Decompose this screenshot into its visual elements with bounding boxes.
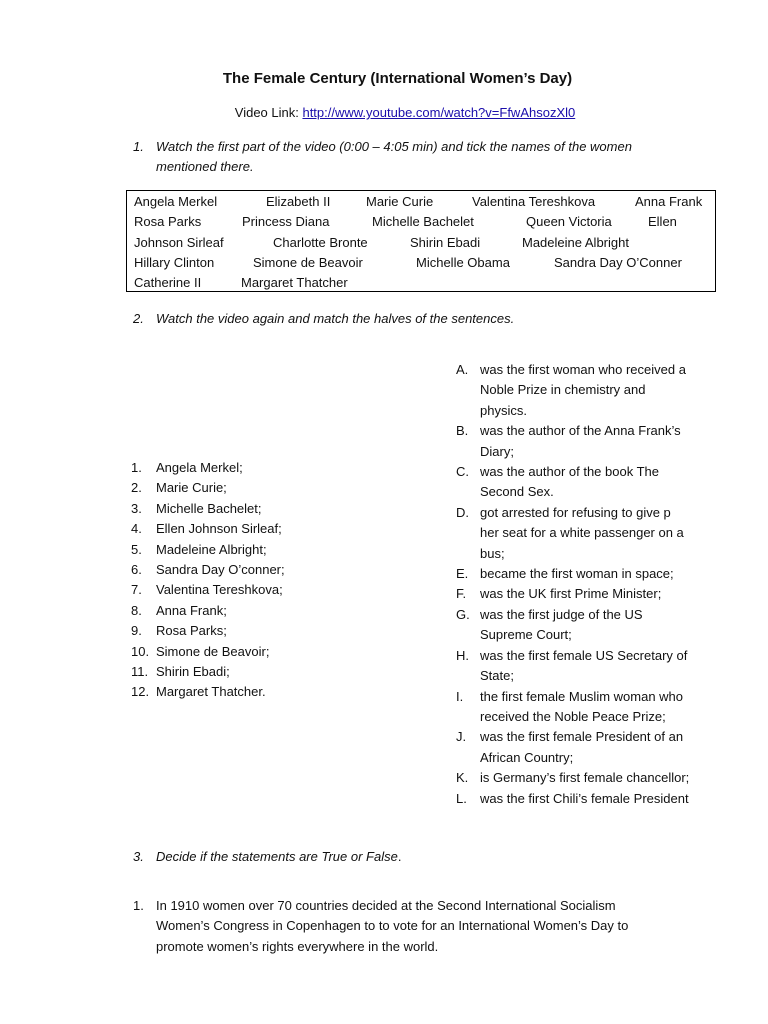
- name-item[interactable]: Sandra Day O’Conner: [554, 255, 682, 270]
- task3-end: .: [397, 849, 402, 864]
- name-item[interactable]: Catherine II: [134, 275, 202, 290]
- name-item[interactable]: Valentina Tereshkova: [472, 194, 596, 209]
- list-item: I. the first female Muslim woman who received the Noble Peace Prize;: [456, 688, 684, 724]
- list-item: 2. Marie Curie;: [131, 480, 227, 496]
- list-item: 12. Margaret Thatcher.: [131, 684, 266, 700]
- list-item: 8. Anna Frank;: [131, 602, 227, 618]
- right-list: [456, 360, 689, 809]
- name-item[interactable]: Queen Victoria: [526, 214, 612, 229]
- task2-text: Watch the video again and match the halves of the sentences.: [156, 311, 515, 326]
- name-item[interactable]: Charlotte Bronte: [273, 235, 368, 250]
- name-item[interactable]: Shirin Ebadi: [410, 235, 481, 250]
- task3-number: 3.: [133, 849, 144, 864]
- name-item[interactable]: Madeleine Albright: [522, 235, 629, 250]
- name-item[interactable]: Elizabeth II: [266, 194, 331, 209]
- list-item: 11. Shirin Ebadi;: [131, 664, 230, 680]
- task1-line1: Watch the first part of the video (0:00 – 4:05 min) and tick the names of the women: [156, 139, 632, 154]
- list-item: 3. Michelle Bachelet;: [131, 500, 262, 516]
- video-link-line: [0, 105, 768, 120]
- name-item[interactable]: Angela Merkel: [134, 194, 218, 209]
- list-item: 9. Rosa Parks;: [131, 623, 227, 639]
- list-item: 1. Angela Merkel;: [131, 460, 243, 475]
- task1-line2: mentioned there.: [156, 159, 254, 174]
- list-item: A. was the first woman who received a Noble Prize in chemistry and physics.: [456, 362, 686, 418]
- list-item: 6. Sandra Day O’conner;: [131, 562, 285, 578]
- list-item: D. got arrested for refusing to give p her seat for a white passenger on a bus;: [456, 504, 684, 561]
- list-item: L. was the first Chili’s female President: [456, 790, 689, 806]
- list-item: 5. Madeleine Albright;: [131, 541, 267, 557]
- video-link-label: Video Link:: [234, 105, 303, 120]
- name-item[interactable]: Rosa Parks: [134, 214, 202, 229]
- name-item[interactable]: Margaret Thatcher: [241, 275, 348, 290]
- list-item: J. was the first female President of an African Country;: [456, 729, 684, 765]
- list-item: G. was the first judge of the US Supreme Court;: [456, 606, 643, 643]
- name-item[interactable]: Princess Diana: [242, 214, 330, 229]
- task2-number: 2.: [133, 311, 144, 326]
- name-item[interactable]: Ellen: [648, 214, 677, 229]
- name-item[interactable]: Hillary Clinton: [134, 255, 215, 270]
- list-item: F. was the UK first Prime Minister;: [456, 586, 662, 602]
- list-item: E. became the first woman in space;: [456, 566, 674, 582]
- list-item: 4. Ellen Johnson Sirleaf;: [131, 521, 282, 537]
- name-item[interactable]: Michelle Obama: [416, 255, 510, 270]
- task3-text: Decide if the statements are True or False: [156, 849, 398, 864]
- left-list: [131, 458, 285, 703]
- list-item: H. was the first female US Secretary of State;: [456, 647, 688, 684]
- statement1-text: In 1910 women over 70 countries decided at the Second International Socialism Women’s Congress in Copenhagen to to vote for an International Women’s Day to promote women’s rights everywhere in the world.: [156, 898, 629, 954]
- task3-line: [156, 849, 401, 864]
- name-item[interactable]: Johnson Sirleaf: [134, 235, 224, 250]
- names-box: [126, 190, 716, 292]
- list-item: 10. Simone de Beavoir;: [131, 643, 270, 659]
- name-item[interactable]: Simone de Beavoir: [253, 255, 363, 270]
- name-item[interactable]: Anna Frank: [635, 194, 703, 209]
- statement1-number: 1.: [133, 898, 144, 913]
- list-item: 7. Valentina Tereshkova;: [131, 582, 283, 598]
- list-item: B. was the author of the Anna Frank’s Diary;: [456, 423, 681, 459]
- name-item[interactable]: Marie Curie: [366, 194, 434, 209]
- list-item: C. was the author of the book The Second Sex.: [456, 464, 659, 500]
- name-item[interactable]: Michelle Bachelet: [372, 214, 474, 229]
- task1-number: 1.: [133, 139, 144, 154]
- video-link[interactable]: http://www.youtube.com/watch?v=FfwAhsozXl0: [302, 105, 576, 120]
- list-item: K. is Germany’s first female chancellor;: [456, 770, 690, 786]
- page-title: The Female Century (International Women’s Day): [222, 70, 573, 87]
